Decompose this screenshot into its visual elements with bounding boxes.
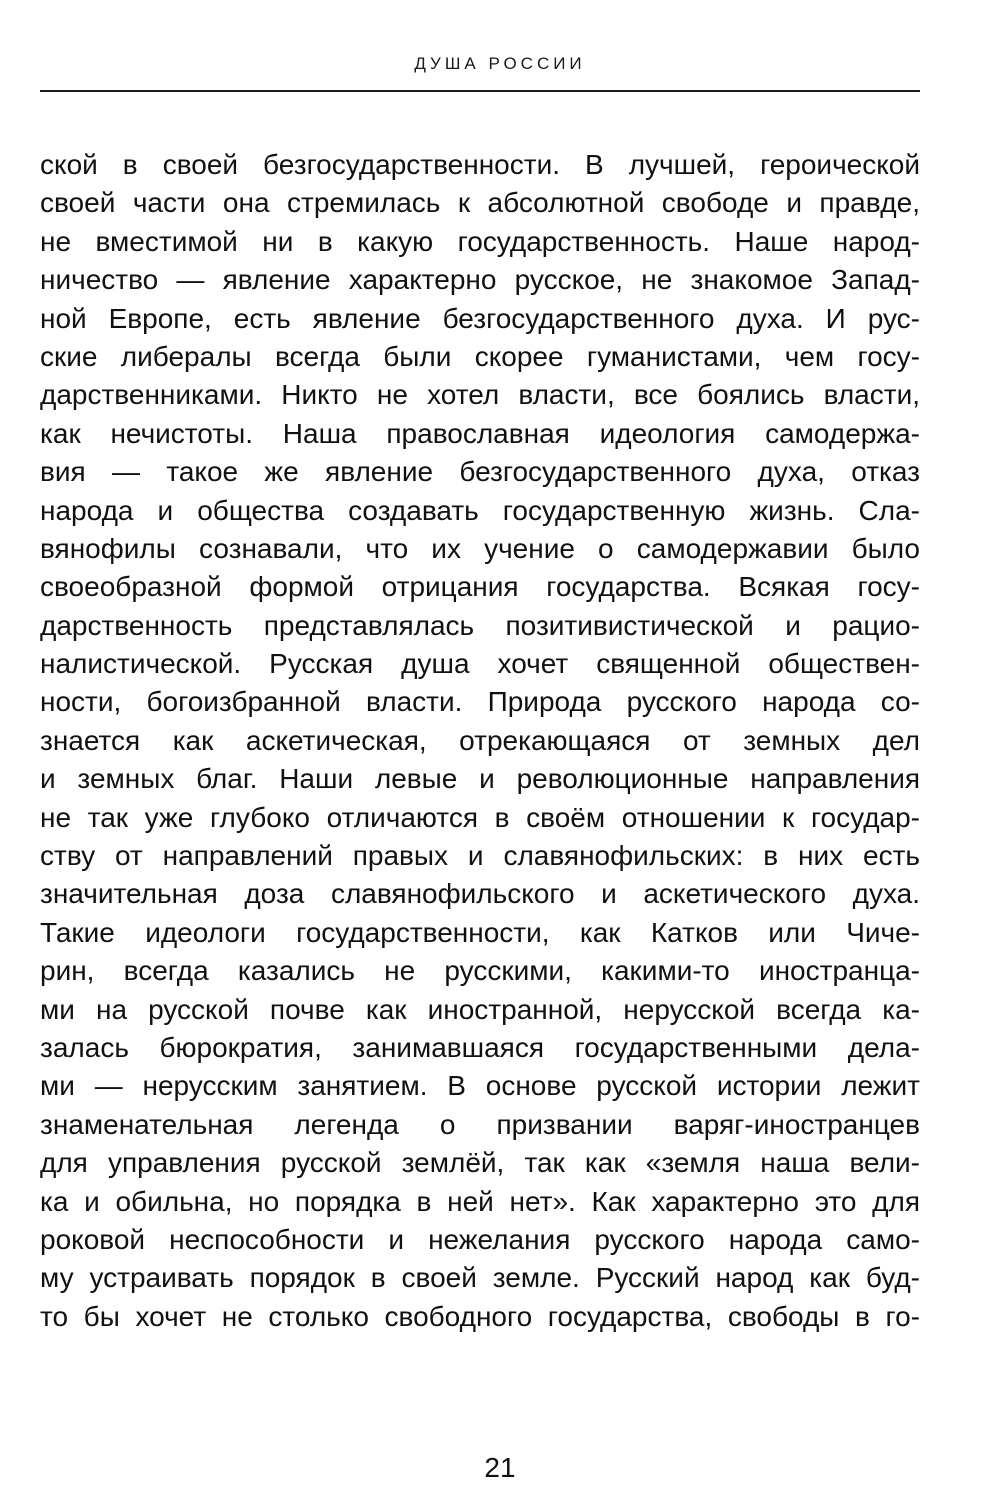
text-line: для управления русской землёй, так как «земля наша вели- [40,1147,920,1179]
running-head: ДУША РОССИИ [414,54,586,73]
page-number: 21 [484,1452,516,1483]
page-body [40,146,920,1336]
text-line: не так уже глубоко отличаются в своём отношении к государ- [40,801,920,833]
text-line: то бы хочет не столько свободного государства, свободы в го- [40,1300,920,1332]
text-line: ности, богоизбранной власти. Природа русского народа со- [40,686,920,718]
text-line: вянофилы сознавали, что их учение о самодержавии было [40,532,920,564]
text-line: знаменательная легенда о призвании варяг-иностранцев [40,1108,920,1140]
text-line: ские либералы всегда были скорее гуманистами, чем госу- [40,340,920,372]
text-line: налистической. Русская душа хочет священной обществен- [40,648,920,680]
text-line: значительная доза славянофильского и аскетического духа. [40,878,920,910]
text-line: рин, всегда казались не русскими, какими-то иностранца- [40,955,920,987]
text-line: вия — такое же явление безгосударственного духа, отказ [40,456,920,488]
text-line: ству от направлений правых и славянофильских: в них есть [40,840,920,872]
text-line: народа и общества создавать государственную жизнь. Сла- [40,494,920,526]
text-line: Такие идеологи государственности, как Катков или Чиче- [40,916,920,948]
text-line: ми на русской почве как иностранной, нерусской всегда ка- [40,993,920,1025]
text-line: ской в своей безгосударственности. В лучшей, героической [40,149,920,180]
header-rule [40,90,920,92]
text-line: залась бюрократия, занимавшаяся государственными дела- [40,1031,920,1063]
text-line: дарственниками. Никто не хотел власти, все боялись власти, [40,379,920,411]
text-line: своей части она стремилась к абсолютной свободе и правде, [40,187,920,219]
text-line: не вместимой ни в какую государственность. Наше народ- [40,225,920,257]
text-line: ми — нерусским занятием. В основе русской истории лежит [40,1070,920,1102]
text-line: и земных благ. Наши левые и революционные направления [40,763,920,795]
text-line: дарственность представлялась позитивистической и рацио- [40,609,920,641]
text-line: ничество — явление характерно русское, не знакомое Запад- [40,264,920,296]
text-line: как нечистоты. Наша православная идеология самодержа- [40,417,920,449]
text-line: ной Европе, есть явление безгосударственного духа. И рус- [40,302,920,334]
text-line: своеобразной формой отрицания государства. Всякая госу- [40,571,920,603]
text-line: ка и обильна, но порядка в ней нет». Как характерно это для [40,1185,920,1217]
text-line: знается как аскетическая, отрекающаяся от земных дел [40,724,920,756]
text-line: роковой неспособности и нежелания русского народа само- [40,1223,920,1255]
text-line: му устраивать порядок в своей земле. Русский народ как буд- [40,1262,920,1294]
